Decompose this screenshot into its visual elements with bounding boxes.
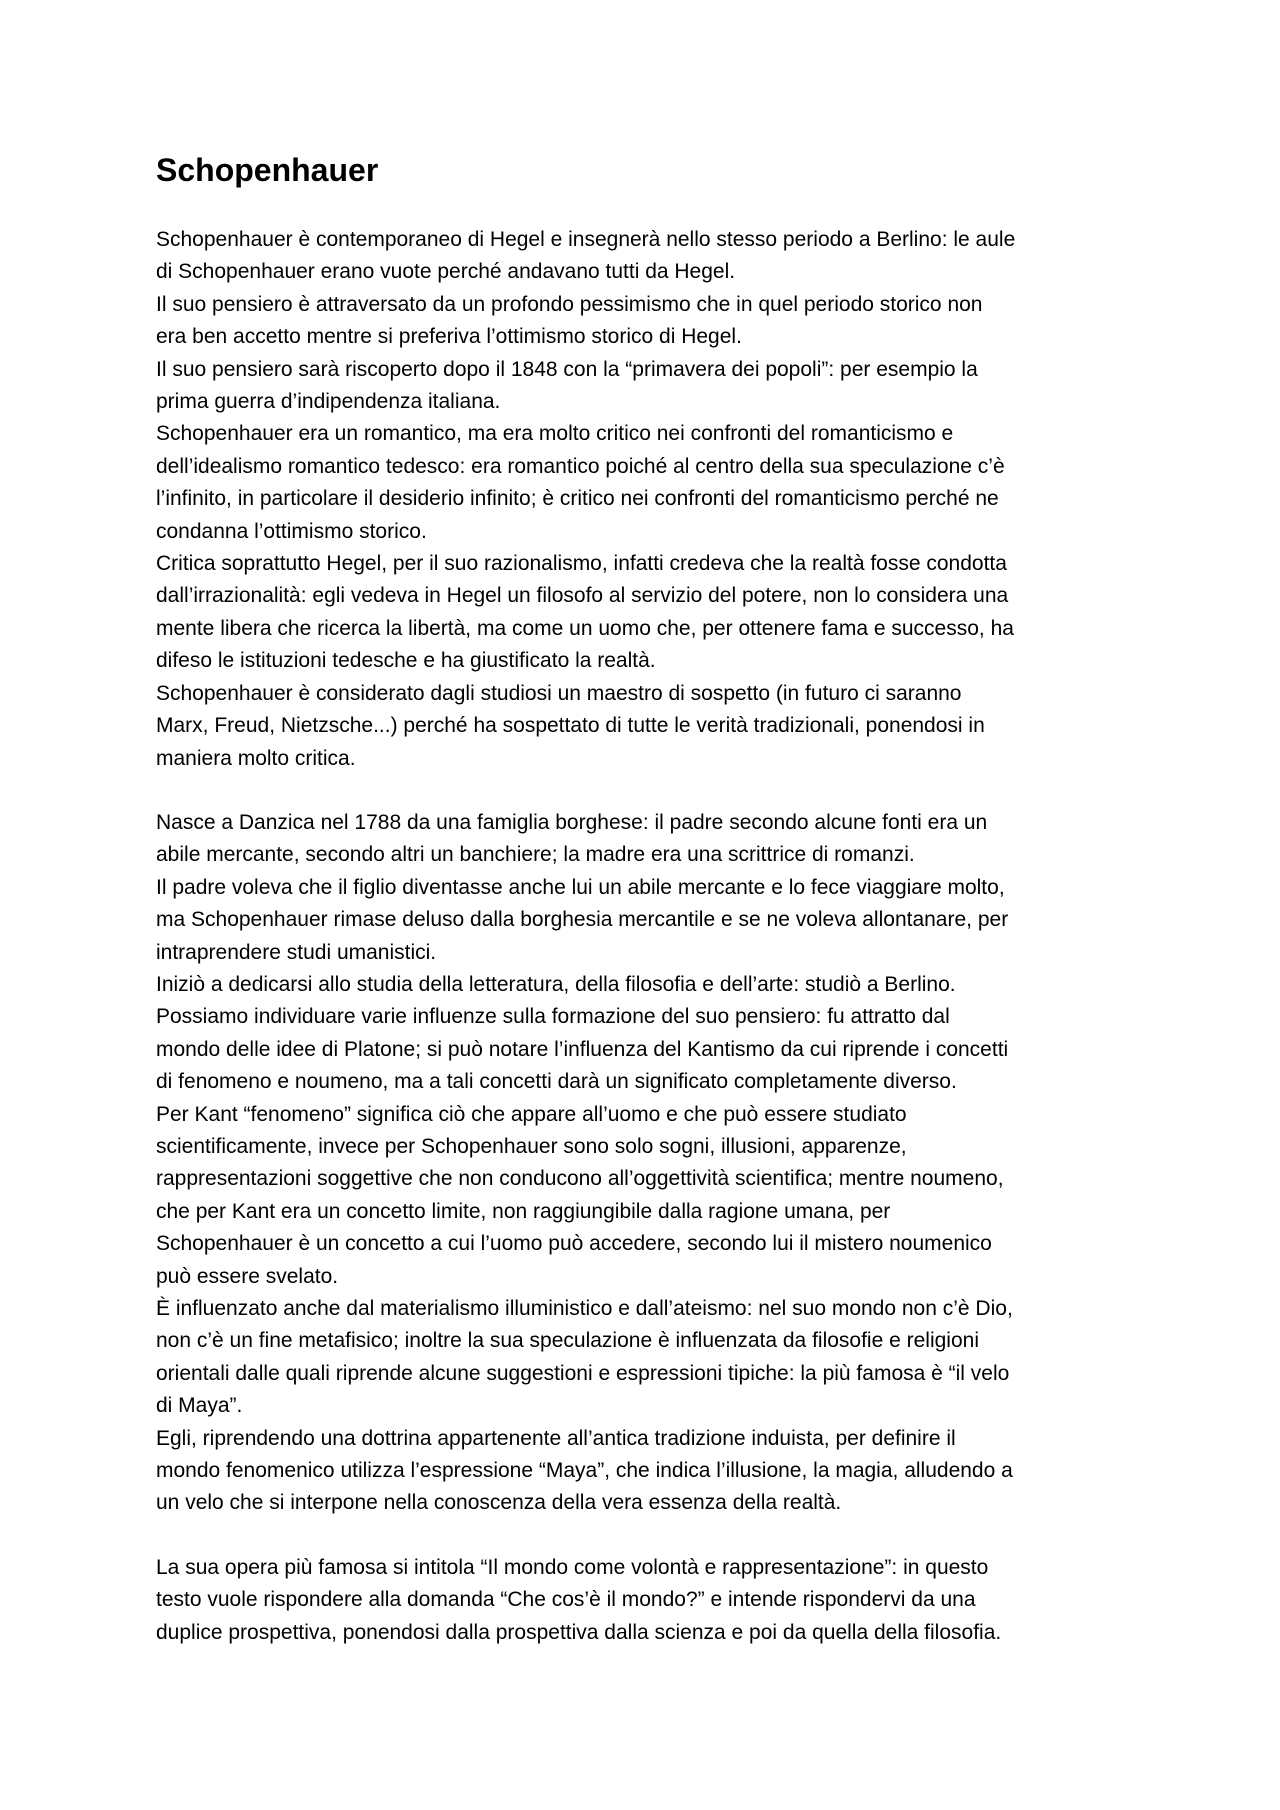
text-line: intraprendere studi umanistici. (156, 940, 437, 964)
text-line: condanna l’ottimismo storico. (156, 519, 427, 543)
text-line: Schopenhauer era un romantico, ma era molto critico nei confronti del romanticismo e (156, 422, 954, 446)
text-line: Critica soprattutto Hegel, per il suo razionalismo, infatti credeva che la realtà fosse condotta (156, 552, 1007, 576)
text-line: mondo fenomenico utilizza l’espressione “Maya”, che indica l’illusione, la magia, alludendo a (156, 1459, 1013, 1483)
text-line: un velo che si interpone nella conoscenza della vera essenza della realtà. (156, 1491, 842, 1515)
text-line: Il suo pensiero sarà riscoperto dopo il 1848 con la “primavera dei popoli”: per esempio la (156, 357, 978, 381)
paragraph-block (156, 224, 1136, 775)
text-line: Schopenhauer è considerato dagli studiosi un maestro di sospetto (in futuro ci saranno (156, 681, 962, 705)
text-line: scientificamente, invece per Schopenhauer sono solo sogni, illusioni, apparenze, (156, 1134, 907, 1158)
text-line: di fenomeno e noumeno, ma a tali concetti darà un significato completamente diverso. (156, 1070, 957, 1094)
document-body (156, 224, 1136, 1649)
text-line: dell’idealismo romantico tedesco: era romantico poiché al centro della sua speculazione c’è (156, 454, 1005, 478)
text-line: rappresentazioni soggettive che non conducono all’oggettività scientifica; mentre noumeno, (156, 1167, 1004, 1191)
text-line: Egli, riprendendo una dottrina appartenente all’antica tradizione induista, per definire il (156, 1426, 956, 1450)
text-line: testo vuole rispondere alla domanda “Che cos’è il mondo?” e intende rispondervi da una (156, 1588, 976, 1612)
document-title: Schopenhauer (156, 152, 379, 188)
text-line: ma Schopenhauer rimase deluso dalla borghesia mercantile e se ne voleva allontanare, per (156, 908, 1009, 932)
text-line: duplice prospettiva, ponendosi dalla prospettiva dalla scienza e poi da quella della filosofia. (156, 1620, 1002, 1644)
paragraph-block (156, 1552, 1136, 1649)
paragraph-block (156, 807, 1136, 1520)
text-line: l’infinito, in particolare il desiderio infinito; è critico nei confronti del romanticismo perché ne (156, 487, 999, 511)
text-line: che per Kant era un concetto limite, non raggiungibile dalla ragione umana, per (156, 1199, 891, 1223)
text-line: non c’è un fine metafisico; inoltre la sua speculazione è influenzata da filosofie e religioni (156, 1329, 979, 1353)
text-line: Per Kant “fenomeno” significa ciò che appare all’uomo e che può essere studiato (156, 1102, 907, 1126)
text-line: Il suo pensiero è attraversato da un profondo pessimismo che in quel periodo storico non (156, 292, 983, 316)
text-line: difeso le istituzioni tedesche e ha giustificato la realtà. (156, 649, 656, 673)
document-page (156, 150, 1136, 1649)
text-line: era ben accetto mentre si preferiva l’ottimismo storico di Hegel. (156, 325, 742, 349)
text-line: può essere svelato. (156, 1264, 339, 1288)
text-line: prima guerra d’indipendenza italiana. (156, 390, 501, 414)
text-line: È influenzato anche dal materialismo illuministico e dall’ateismo: nel suo mondo non c’è Dio, (156, 1297, 1013, 1320)
text-line: Schopenhauer è un concetto a cui l’uomo può accedere, secondo lui il mistero noumenico (156, 1232, 992, 1256)
text-line: La sua opera più famosa si intitola “Il mondo come volontà e rappresentazione”: in questo (156, 1555, 989, 1579)
text-line: Schopenhauer è contemporaneo di Hegel e insegnerà nello stesso periodo a Berlino: le aule (156, 228, 1016, 251)
text-line: Iniziò a dedicarsi allo studia della letteratura, della filosofia e dell’arte: studiò a Berlino. (156, 972, 956, 996)
text-line: orientali dalle quali riprende alcune suggestioni e espressioni tipiche: la più famosa è “il velo (156, 1361, 1010, 1385)
text-line: mente libera che ricerca la libertà, ma come un uomo che, per ottenere fama e successo, ha (156, 616, 1014, 640)
text-line: abile mercante, secondo altri un banchiere; la madre era una scrittrice di romanzi. (156, 843, 915, 867)
text-line: dall’irrazionalità: egli vedeva in Hegel un filosofo al servizio del potere, non lo considera una (156, 584, 1009, 608)
text-line: Marx, Freud, Nietzsche...) perché ha sospettato di tutte le verità tradizionali, ponendosi in (156, 714, 985, 738)
text-line: maniera molto critica. (156, 746, 356, 770)
text-line: di Maya”. (156, 1394, 243, 1418)
text-line: mondo delle idee di Platone; si può notare l’influenza del Kantismo da cui riprende i concetti (156, 1037, 1009, 1061)
text-line: Possiamo individuare varie influenze sulla formazione del suo pensiero: fu attratto dal (156, 1005, 950, 1029)
text-line: di Schopenhauer erano vuote perché andavano tutti da Hegel. (156, 260, 736, 284)
text-line: Il padre voleva che il figlio diventasse anche lui un abile mercante e lo fece viaggiare molto, (156, 875, 1005, 899)
text-line: Nasce a Danzica nel 1788 da una famiglia borghese: il padre secondo alcune fonti era un (156, 810, 988, 834)
